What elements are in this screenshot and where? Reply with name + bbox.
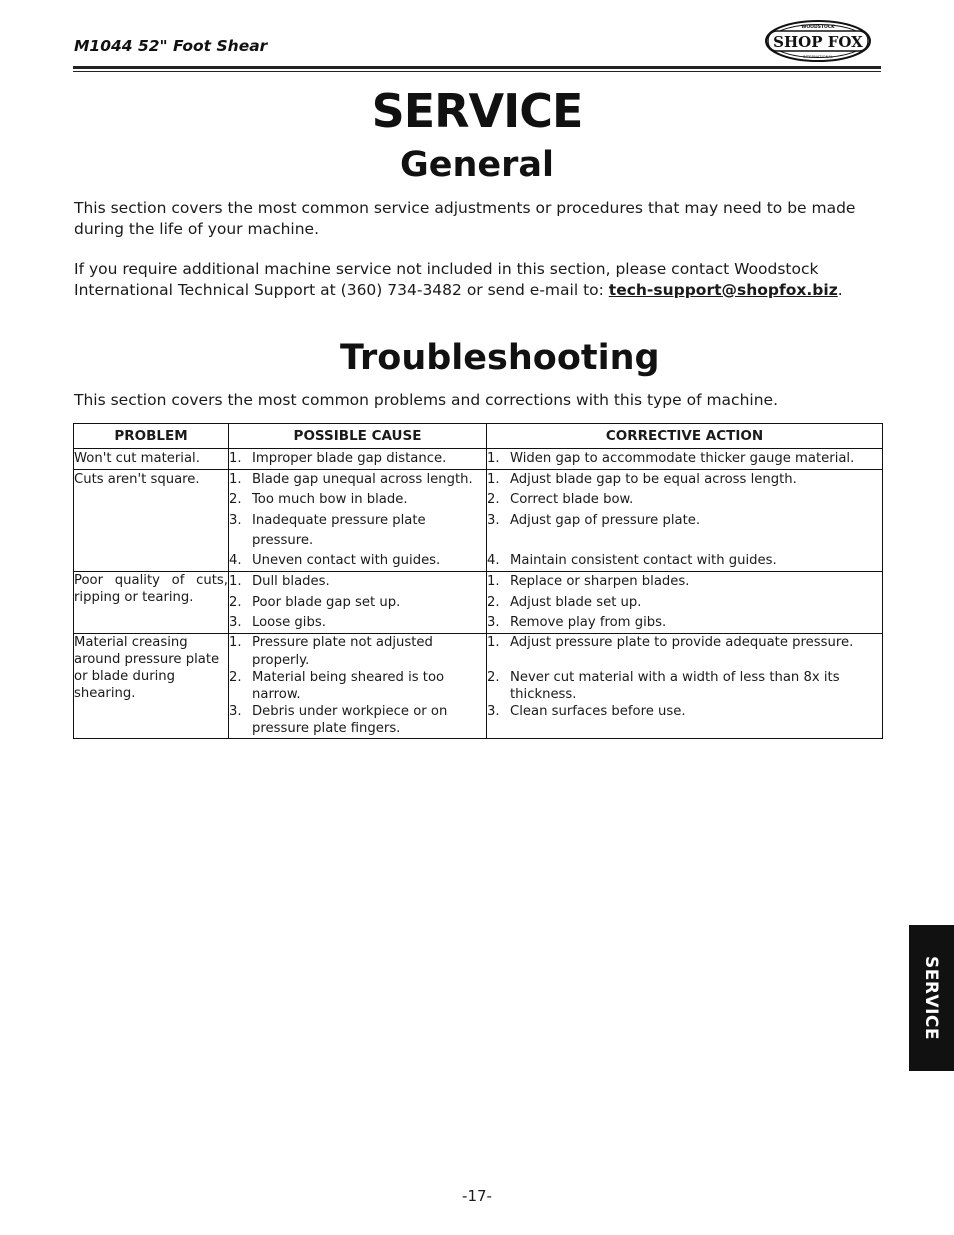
- general-paragraph-2-end: .: [837, 280, 843, 299]
- item-number: 2.: [487, 669, 500, 685]
- action-cell: [487, 470, 883, 572]
- item-number: 3.: [229, 704, 242, 720]
- cause-item: [229, 613, 486, 633]
- troubleshooting-intro: [74, 390, 879, 411]
- action-item: [487, 551, 882, 571]
- problem-text: Cuts aren't square.: [74, 472, 200, 487]
- general-paragraph-2-text: If you require additional machine service not included in this section, please contact Woodstock International Technical Support at (360) 734-3482 or send e-mail to:: [74, 260, 819, 299]
- item-number: 2.: [487, 594, 500, 610]
- cause-text: Uneven contact with guides.: [252, 553, 441, 569]
- table-row: [74, 449, 883, 470]
- page-number: -17-: [462, 1187, 492, 1205]
- action-text: Widen gap to accommodate thicker gauge material.: [510, 451, 855, 466]
- item-number: 3.: [229, 512, 242, 528]
- problem-text: Won't cut material.: [74, 451, 200, 466]
- problem-text: Material creasing around pressure plate or blade during shearing.: [74, 635, 220, 702]
- troubleshooting-table: [73, 423, 883, 739]
- action-cell: [487, 572, 883, 634]
- cause-item: [229, 470, 486, 490]
- cause-item: [229, 490, 486, 510]
- logo-small-top: WOODSTOCK: [801, 25, 835, 30]
- header-rule-thin: [73, 71, 881, 72]
- action-text: Adjust blade set up.: [510, 594, 642, 610]
- action-item: [487, 634, 882, 668]
- item-number: 3.: [229, 615, 242, 631]
- item-number: 4.: [229, 553, 242, 569]
- action-item: [487, 449, 882, 469]
- item-number: 1.: [487, 635, 500, 651]
- action-item: [487, 669, 882, 703]
- cause-item: [229, 634, 486, 668]
- cause-text: Dull blades.: [252, 574, 330, 590]
- item-number: 1.: [229, 472, 242, 487]
- item-number: 1.: [229, 451, 242, 466]
- action-text: Correct blade bow.: [510, 492, 634, 508]
- cause-cell: [229, 572, 487, 634]
- cause-item: [229, 703, 486, 737]
- action-text: Replace or sharpen blades.: [510, 574, 690, 590]
- general-paragraph-1-text: This section covers the most common service adjustments or procedures that may need to be made during the life of your machine.: [74, 199, 856, 238]
- cause-item: [229, 511, 486, 552]
- cause-text: Improper blade gap distance.: [252, 451, 447, 466]
- cause-item: [229, 551, 486, 571]
- action-cell: [487, 634, 883, 738]
- table-header-row: [74, 424, 883, 449]
- problem-cell: [74, 449, 229, 470]
- action-text: Never cut material with a width of less than 8x its thickness.: [510, 669, 840, 702]
- item-number: 3.: [487, 704, 500, 720]
- action-cell: [487, 449, 883, 470]
- item-number: 2.: [229, 669, 242, 685]
- action-item: [487, 593, 882, 613]
- action-item: [487, 703, 882, 720]
- item-number: 1.: [487, 472, 500, 487]
- problem-cell: [74, 572, 229, 634]
- action-item: [487, 490, 882, 510]
- cause-cell: [229, 634, 487, 738]
- action-text: Maintain consistent contact with guides.: [510, 553, 777, 569]
- cause-item: [229, 669, 486, 703]
- cause-text: Poor blade gap set up.: [252, 594, 401, 610]
- troubleshooting-heading: Troubleshooting: [340, 338, 660, 378]
- item-number: 1.: [487, 574, 500, 590]
- manual-title: M1044 52" Foot Shear: [74, 37, 268, 55]
- item-number: 2.: [229, 492, 242, 508]
- column-header-problem: PROBLEM: [74, 424, 229, 449]
- action-text: Adjust blade gap to be equal across length.: [510, 472, 797, 487]
- action-item: [487, 613, 882, 633]
- table-row: [74, 572, 883, 634]
- column-header-corrective-action: CORRECTIVE ACTION: [487, 424, 883, 449]
- cause-item: [229, 572, 486, 592]
- support-email-link[interactable]: tech-support@shopfox.biz: [608, 280, 838, 299]
- cause-cell: [229, 470, 487, 572]
- table-row: [74, 634, 883, 738]
- item-number: 1.: [487, 451, 500, 466]
- shop-fox-logo: [764, 18, 872, 64]
- cause-text: Blade gap unequal across length.: [252, 472, 473, 487]
- cause-text: Loose gibs.: [252, 615, 326, 631]
- action-text: Adjust gap of pressure plate.: [510, 512, 701, 528]
- item-number: 1.: [229, 635, 242, 651]
- action-text: Adjust pressure plate to provide adequate pressure.: [510, 635, 854, 651]
- logo-small-bottom: INTERNATIONAL: [802, 54, 834, 59]
- action-text: Remove play from gibs.: [510, 615, 667, 631]
- action-item: [487, 572, 882, 592]
- problem-cell: [74, 470, 229, 572]
- problem-cell: [74, 634, 229, 738]
- troubleshooting-intro-text: This section covers the most common problems and corrections with this type of machine.: [74, 391, 778, 409]
- action-item: [487, 470, 882, 490]
- cause-text: Too much bow in blade.: [252, 492, 408, 508]
- cause-text: Inadequate pressure plate pressure.: [252, 512, 426, 548]
- side-tab-label: SERVICE: [921, 955, 942, 1041]
- action-text: Clean surfaces before use.: [510, 704, 686, 720]
- cause-text: Pressure plate not adjusted properly.: [252, 635, 433, 668]
- action-item: [487, 511, 882, 552]
- table-row: [74, 470, 883, 572]
- general-paragraph-2: [74, 259, 879, 300]
- header-rule-thick: [73, 66, 881, 69]
- general-paragraph-1: [74, 198, 879, 239]
- general-heading: General: [400, 145, 554, 185]
- logo-text: SHOP FOX: [773, 33, 863, 51]
- cause-text: Material being sheared is too narrow.: [252, 669, 445, 702]
- item-number: 4.: [487, 553, 500, 569]
- cause-item: [229, 449, 486, 469]
- item-number: 3.: [487, 615, 500, 631]
- item-number: 2.: [229, 594, 242, 610]
- cause-cell: [229, 449, 487, 470]
- problem-text: Poor quality of cuts, ripping or tearing.: [74, 573, 228, 606]
- item-number: 2.: [487, 492, 500, 508]
- page-title: SERVICE: [371, 84, 583, 138]
- cause-item: [229, 593, 486, 613]
- section-side-tab[interactable]: [909, 925, 954, 1071]
- cause-text: Debris under workpiece or on pressure plate fingers.: [252, 704, 448, 737]
- item-number: 3.: [487, 512, 500, 528]
- column-header-possible-cause: POSSIBLE CAUSE: [229, 424, 487, 449]
- item-number: 1.: [229, 574, 242, 590]
